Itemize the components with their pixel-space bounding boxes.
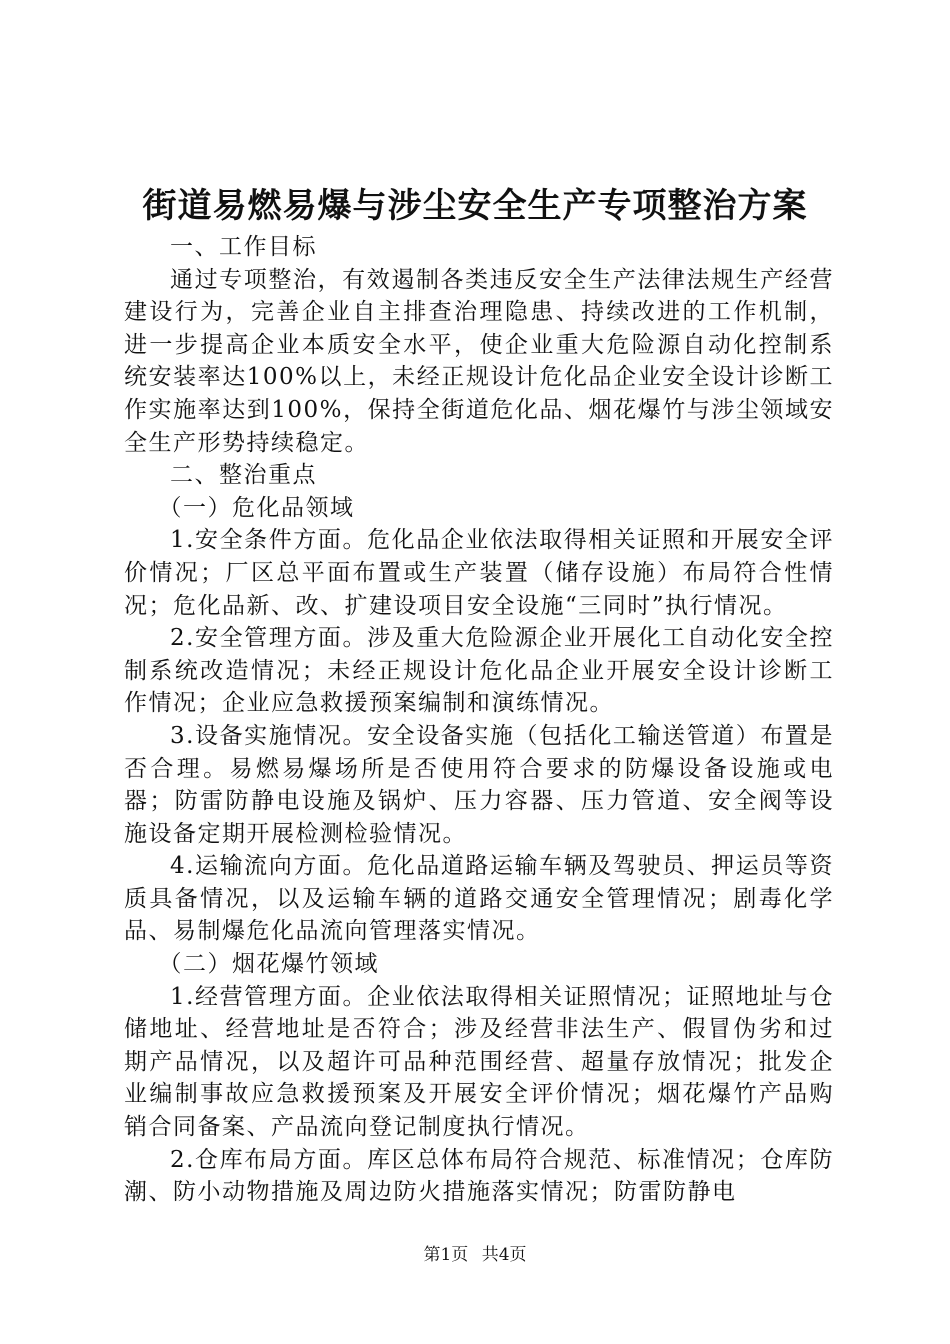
subsection-heading-fireworks: （二）烟花爆竹领域 <box>158 951 379 978</box>
section-heading-work-goal: 一、工作目标 <box>170 234 317 260</box>
body-paragraph-hazchem-3: 3.设备实施情况。安全设备实施（包括化工输送管道）布置是否合理。易燃易爆场所是否使用符合要求的防爆设备设施或电器；防雷防静电设施及锅炉、压力容器、压力管道、安全阀等设施设备定期开展检测检验情况。 <box>124 722 834 847</box>
page-footer <box>0 1243 950 1267</box>
page-total: 共4页 <box>481 1245 527 1265</box>
page-number: 第1页 <box>423 1245 469 1265</box>
body-paragraph-fireworks-2: 2.仓库布局方面。库区总体布局符合规范、标准情况；仓库防潮、防小动物措施及周边防火措施落实情况；防雷防静电 <box>124 1146 834 1206</box>
body-paragraph-hazchem-4: 4.运输流向方面。危化品道路运输车辆及驾驶员、押运员等资质具备情况，以及运输车辆的道路交通安全管理情况；剧毒化学品、易制爆危化品流向管理落实情况。 <box>124 853 834 945</box>
section-heading-key-points: 二、整治重点 <box>170 462 317 489</box>
body-paragraph-hazchem-2: 2.安全管理方面。涉及重大危险源企业开展化工自动化安全控制系统改造情况；未经正规设计危化品企业开展安全设计诊断工作情况；企业应急救援预案编制和演练情况。 <box>124 625 834 717</box>
body-paragraph-hazchem-1: 1.安全条件方面。危化品企业依法取得相关证照和开展安全评价情况；厂区总平面布置或生产装置（储存设施）布局符合性情况；危化品新、改、扩建设项目安全设施“三同时”执行情况。 <box>124 527 834 619</box>
body-paragraph-fireworks-1: 1.经营管理方面。企业依法取得相关证照情况；证照地址与仓储地址、经营地址是否符合；涉及经营非法生产、假冒伪劣和过期产品情况，以及超许可品种范围经营、超量存放情况；批发企业编制事故应急救援预案及开展安全评价情况；烟花爆竹产品购销合同备案、产品流向登记制度执行情况。 <box>124 983 834 1141</box>
document-title: 街道易燃易爆与涉尘安全生产专项整治方案 <box>142 186 808 226</box>
document-body <box>124 231 834 1209</box>
body-paragraph-goal: 通过专项整治，有效遏制各类违反安全生产法律法规生产经营建设行为，完善企业自主排查治理隐患、持续改进的工作机制，进一步提高企业本质安全水平，使企业重大危险源自动化控制系统安装率达100%以上，未经正规设计危化品企业安全设计诊断工作实施率达到100%，保持全街道危化品、烟花爆竹与涉尘领域安全生产形势持续稳定。 <box>124 266 834 456</box>
subsection-heading-hazchem: （一）危化品领域 <box>158 494 355 521</box>
